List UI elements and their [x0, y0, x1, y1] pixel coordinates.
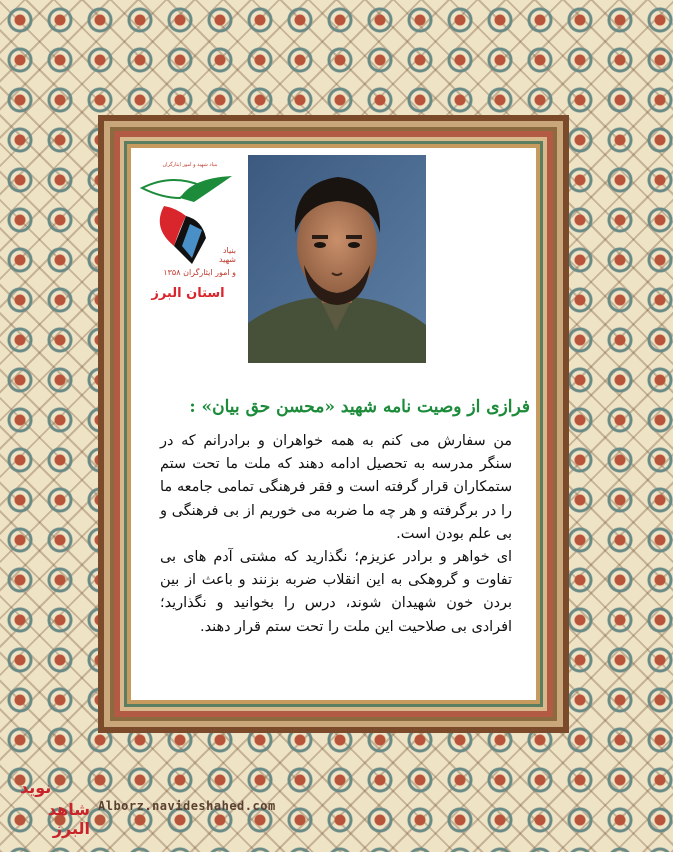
site-logo[interactable] [2, 778, 90, 838]
will-text [160, 430, 512, 639]
foundation-logo [132, 150, 244, 310]
logo-top-text: بنیاد شهید و امور ایثارگران [162, 162, 218, 168]
site-logo-line1: نوید [20, 778, 52, 797]
logo-org-line2: و امور ایثارگران ۱۳۵۸ [163, 268, 236, 277]
site-url-link[interactable]: Alborz.navideshahed.com [98, 799, 276, 813]
will-paragraph: ای خواهر و برادر عزیزم؛ نگذارید که مشتی آدم های بی تفاوت و گروهکی به این انقلاب ضربه بزنند و باعث از بین بردن خون شهیدان شوند، درس را بخوانید و نگذارید؛ افرادی بی صلاحیت این ملت را تحت ستم قرار دهند. [160, 549, 512, 635]
logo-province-label: استان البرز [151, 286, 225, 301]
portrait-image [248, 155, 426, 363]
site-logo-line2: شاهد البرز [47, 800, 90, 838]
will-title: فرازی از وصیت نامه شهید «محسن حق بیان» : [189, 397, 530, 417]
will-paragraph: من سفارش می کنم به همه خواهران و برادرانم که در سنگر مدرسه به تحصیل ادامه دهند که ملت ما تحت ستم ستمکاران قرار گرفته است و فقر فرهنگی تمامی جامعه ما را در برگرفته و هر چه ما ضربه می خوریم از بی فرهنگی و بی علم بودن است. [160, 433, 512, 542]
martyr-portrait [248, 155, 426, 363]
logo-org-line1: بنیاد شهید [218, 246, 236, 264]
